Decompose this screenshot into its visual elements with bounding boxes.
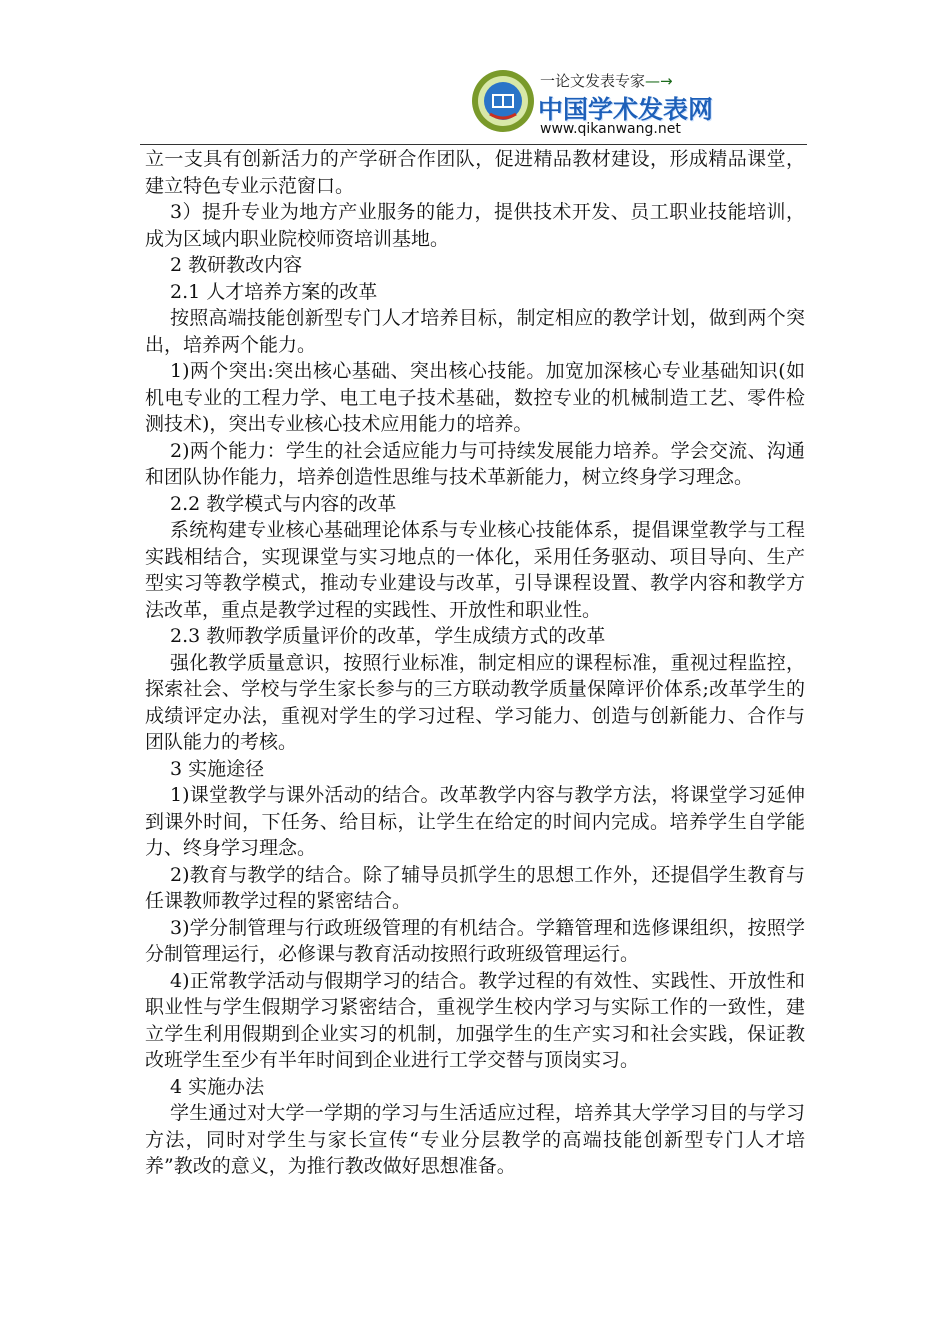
paragraph: 系统构建专业核心基础理论体系与专业核心技能体系，提倡课堂教学与工程实践相结合，实现课堂与实习地点的一体化，采用任务驱动、项目导向、生产型实习等教学模式，推动专业建设与改革，引导课程设置、教学内容和教学方法改革，重点是教学过程的实践性、开放性和职业性。 (145, 519, 805, 621)
paragraph: 学生通过对大学一学期的学习与生活适应过程，培养其大学学习目的与学习方法，同时对学生与家长宣传“专业分层教学的高端技能创新型专门人才培养”教改的意义，为推行教改做好思想准备。 (145, 1102, 805, 1177)
paragraph: 4 实施办法 (170, 1075, 265, 1098)
paragraph: 3）提升专业为地方产业服务的能力，提供技术开发、员工职业技能培训，成为区域内职业院校师资培训基地。 (145, 201, 805, 250)
logo-site-name: 中国学术发表网 (538, 95, 714, 124)
paragraph: 立一支具有创新活力的产学研合作团队，促进精品教材建设，形成精品课堂，建立特色专业示范窗口。 (145, 148, 805, 197)
paragraph: 2.2 教学模式与内容的改革 (170, 492, 397, 515)
paragraph: 3)学分制管理与行政班级管理的有机结合。学籍管理和选修课组织，按照学分制管理运行，必修课与教育活动按照行政班级管理运行。 (145, 916, 805, 965)
paragraph: 2)两个能力：学生的社会适应能力与可持续发展能力培养。学会交流、沟通和团队协作能力，培养创造性思维与技术革新能力，树立终身学习理念。 (145, 439, 805, 488)
paragraph: 4)正常教学活动与假期学习的结合。教学过程的有效性、实践性、开放性和职业性与学生假期学习紧密结合，重视学生校内学习与实际工作的一致性，建立学生利用假期到企业实习的机制，加强学生的生产实习和社会实践，保证教改班学生至少有半年时间到企业进行工学交替与顶岗实习。 (145, 969, 805, 1071)
paragraph: 2.3 教师教学质量评价的改革，学生成绩方式的改革 (170, 625, 606, 647)
logo-url: www.qikanwang.net (540, 121, 681, 137)
header-divider (140, 144, 807, 145)
paragraph: 1)课堂教学与课外活动的结合。改革教学内容与教学方法，将课堂学习延伸到课外时间，下任务、给目标，让学生在给定的时间内完成。培养学生自学能力、终身学习理念。 (145, 784, 805, 859)
document-body (145, 146, 805, 1180)
paragraph: 3 实施途径 (170, 757, 265, 780)
paragraph: 2)教育与教学的结合。除了辅导员抓学生的思想工作外，还提倡学生教育与任课教师教学过程的紧密结合。 (145, 863, 805, 912)
paragraph: 强化教学质量意识，按照行业标准，制定相应的课程标准，重视过程监控，探索社会、学校与学生家长参与的三方联动教学质量保障评价体系;改革学生的成绩评定办法，重视对学生的学习过程、学习能力、创造与创新能力、合作与团队能力的考核。 (145, 651, 805, 753)
paragraph: 2.1 人才培养方案的改革 (170, 280, 378, 303)
paragraph: 1)两个突出:突出核心基础、突出核心技能。加宽加深核心专业基础知识(如机电专业的工程力学、电工电子技术基础，数控专业的机械制造工艺、零件检测技术)，突出专业核心技术应用能力的培养。 (145, 360, 805, 435)
logo-tagline: 一论文发表专家—→ (540, 72, 673, 90)
site-logo-header (470, 68, 714, 142)
paragraph: 2 教研教改内容 (170, 254, 303, 276)
seal-logo-icon (470, 68, 536, 134)
paragraph: 按照高端技能创新型专门人才培养目标，制定相应的教学计划，做到两个突出，培养两个能力。 (145, 307, 805, 356)
